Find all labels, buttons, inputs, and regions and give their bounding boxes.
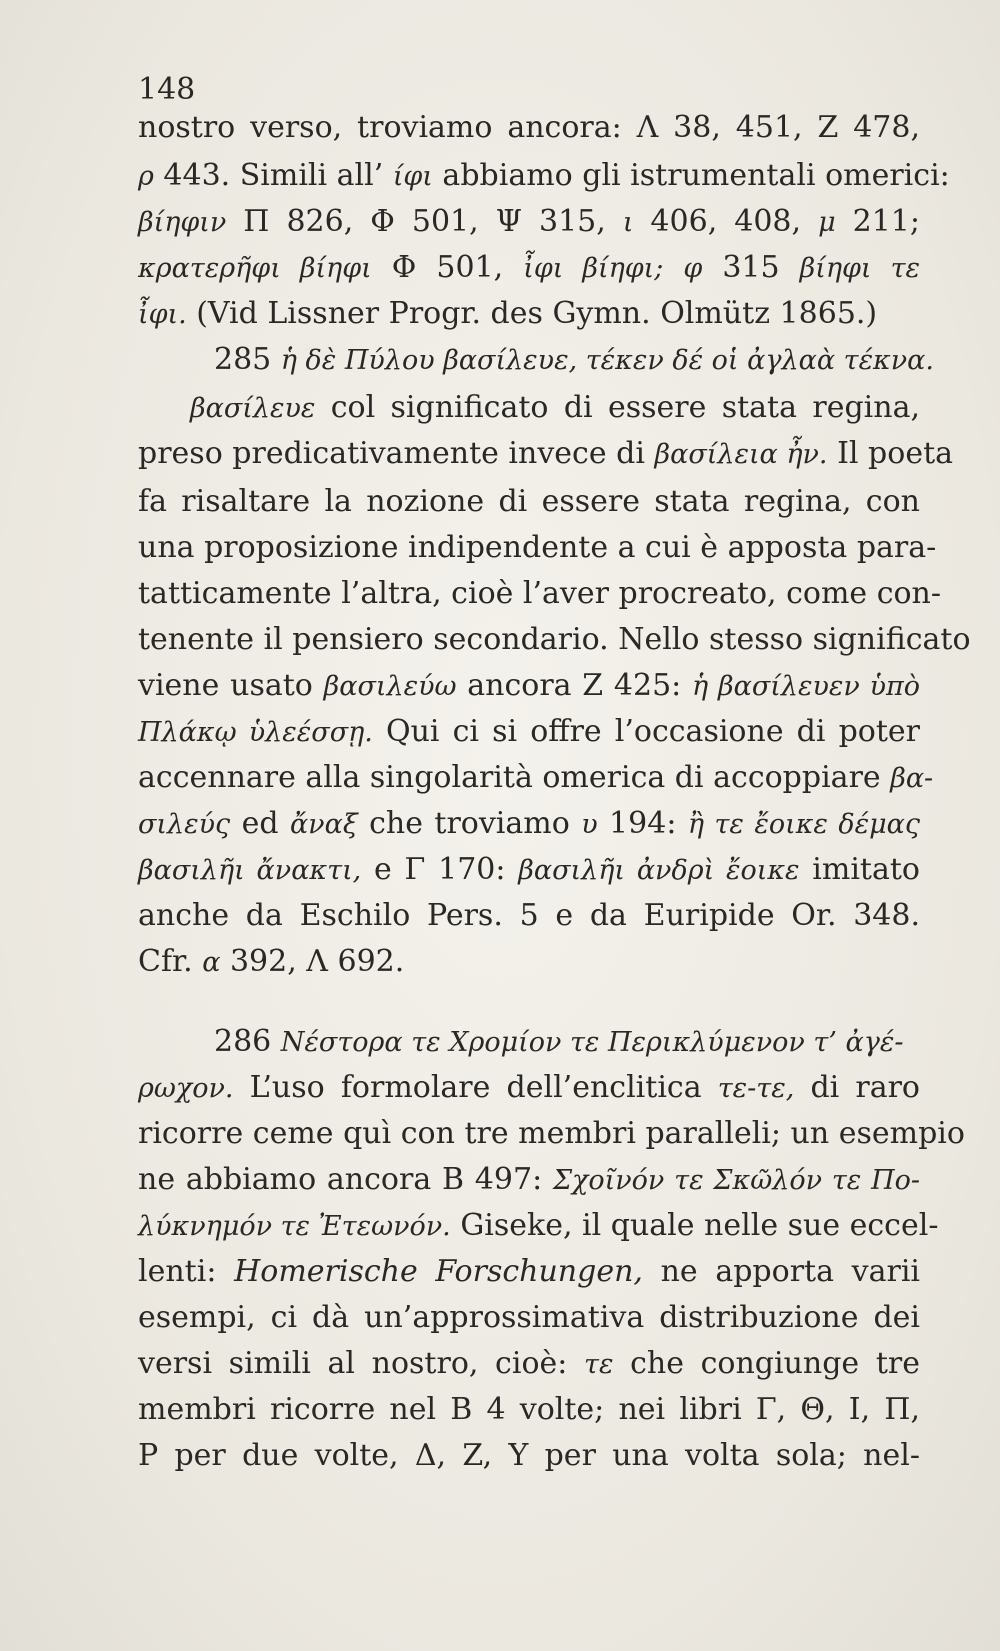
text-line (138, 202, 920, 243)
text-segment: che congiunge tre (613, 1346, 920, 1381)
text-line (138, 156, 950, 197)
text-segment: membri ricorre nel B 4 volte; nei libri Γ, Θ, Ι, Π, (138, 1392, 920, 1427)
greek-text: α (202, 947, 221, 978)
text-segment: 443. Simili all’ (153, 158, 393, 193)
text-line (138, 1068, 920, 1109)
text-line (138, 896, 920, 936)
text-segment: una proposizione indipendente a cui è apposta para- (138, 530, 937, 565)
greek-text: ρωχον. (138, 1073, 234, 1104)
text-line (214, 340, 934, 381)
text-segment: 392, Λ 692. (220, 944, 405, 979)
text-segment: che troviamo (357, 806, 582, 841)
greek-text: βίηφι τε (799, 253, 921, 284)
text-line (138, 574, 942, 614)
text-line (138, 294, 920, 335)
page-number: 148 (138, 72, 196, 107)
text-segment: fa risaltare la nozione di essere stata regina, con (138, 484, 920, 519)
greek-text: ἢ τε ἔοικε δέμας (687, 809, 920, 840)
text-segment: di raro (794, 1070, 920, 1105)
text-segment: Φ 501, (371, 250, 524, 285)
text-line (138, 482, 920, 522)
text-line (138, 758, 934, 799)
text-segment: Qui ci si offre l’occasione di poter (372, 714, 920, 749)
greek-text: βασιλῆι ἀνδρὶ ἔοικε (518, 855, 800, 886)
text-line (138, 434, 954, 475)
greek-text: ι (622, 207, 634, 238)
text-line (138, 1206, 939, 1247)
text-segment: col significato di essere stata regina, (315, 390, 920, 425)
text-segment: nostro verso, troviamo ancora: Λ 38, 451, Z 478, (138, 110, 920, 145)
greek-text: βασιλεύω (323, 671, 457, 702)
text-line (190, 388, 920, 429)
greek-text: κρατερῆφι βίηφι (138, 253, 372, 284)
greek-text: ἶφι. (138, 299, 187, 330)
greek-text: βα- (890, 763, 934, 794)
text-segment: 211; (835, 204, 921, 239)
text-segment: e Γ 170: (361, 852, 519, 887)
text-line (214, 1022, 920, 1063)
text-line (138, 1114, 965, 1154)
text-segment: abbiamo gli istrumentali omerici: (432, 158, 950, 193)
text-segment: (Vid Lissner Progr. des Gymn. Olmütz 1865.) (186, 296, 878, 331)
text-segment: ancora Z 425: (456, 668, 693, 703)
greek-text: ἶφι βίηφι; (523, 253, 664, 284)
text-line (138, 1390, 920, 1430)
greek-text: Νέστορα τε Χρομίον τε Περικλύμενον τ’ ἀγέ- (280, 1027, 904, 1058)
text-line (138, 1298, 920, 1338)
greek-text: ἡ βασίλευεν ὑπὸ (692, 671, 920, 702)
text-line (138, 528, 937, 568)
text-segment: esempi, ci dà un’approssimativa distribuzione dei (138, 1300, 920, 1335)
text-segment: 285 (214, 342, 281, 377)
text-segment: Giseke, il quale nelle sue eccel- (450, 1208, 939, 1243)
text-segment: ne apporta varii (642, 1254, 921, 1289)
text-line (138, 666, 920, 707)
text-line (138, 620, 971, 660)
greek-text: ἄναξ (289, 809, 358, 840)
text-segment: P per due volte, Δ, Z, Υ per una volta sola; nel- (138, 1438, 920, 1473)
text-segment: lenti: (138, 1254, 235, 1289)
greek-text: Πλάκῳ ὑλεέσσῃ. (138, 717, 373, 748)
greek-text: λύκνημόν τε Ἐτεωνόν. (138, 1211, 451, 1242)
greek-text: ρ (138, 161, 154, 192)
text-segment: ricorre ceme quì con tre membri paralleli; un esempio (138, 1116, 965, 1151)
text-segment: 406, 408, (633, 204, 819, 239)
text-segment: accennare alla singolarità omerica di accoppiare (138, 760, 891, 795)
text-segment: 315 (702, 250, 800, 285)
text-segment (663, 250, 683, 285)
greek-text: τε (584, 1349, 614, 1380)
greek-text: ἡ δὲ Πύλου βασίλευε, τέκεν δέ οἱ ἀγλαὰ τέκνα. (280, 345, 934, 376)
text-line (138, 942, 920, 983)
text-segment: ne abbiamo ancora B 497: (138, 1162, 553, 1197)
text-line (138, 248, 920, 289)
greek-text: βασίλεια ἦν. (654, 439, 828, 470)
text-line (138, 712, 920, 753)
greek-text: σιλεύς (138, 809, 231, 840)
text-line (138, 1160, 920, 1201)
text-line (138, 1436, 920, 1476)
text-segment: anche da Eschilo Pers. 5 e da Euripide Or. 348. (138, 898, 920, 933)
text-segment: ed (230, 806, 290, 841)
greek-text: βασίλευε (190, 393, 316, 424)
text-segment: viene usato (138, 668, 324, 703)
text-line (138, 850, 920, 891)
text-line (138, 1252, 920, 1292)
text-segment: L’uso formolare dell’enclitica (233, 1070, 718, 1105)
greek-text: φ (683, 253, 703, 284)
text-segment: 286 (214, 1024, 281, 1059)
text-segment: preso predicativamente invece di (138, 436, 655, 471)
greek-text: τε-τε, (717, 1073, 795, 1104)
text-segment: tenente il pensiero secondario. Nello stesso significato (138, 622, 971, 657)
text-segment: Π 826, Φ 501, Ψ 315, (226, 204, 623, 239)
text-line (138, 1344, 920, 1385)
greek-text: μ (818, 207, 836, 238)
greek-text: βίηφιν (138, 207, 227, 238)
text-segment: 194: (597, 806, 688, 841)
italic-title: Homerische Forschungen, (234, 1254, 643, 1289)
text-segment: tatticamente l’altra, cioè l’aver procreato, come con- (138, 576, 942, 611)
text-segment: imitato (799, 852, 920, 887)
text-line (138, 804, 920, 845)
greek-text: βασιλῆι ἄνακτι, (138, 855, 362, 886)
greek-text: ίφι (392, 161, 433, 192)
text-segment: Cfr. (138, 944, 203, 979)
text-segment: versi simili al nostro, cioè: (138, 1346, 585, 1381)
greek-text: Σχοῖνόν τε Σκῶλόν τε Πο- (552, 1165, 921, 1196)
greek-text: υ (581, 809, 598, 840)
text-line (138, 108, 920, 148)
text-segment: Il poeta (827, 436, 954, 471)
